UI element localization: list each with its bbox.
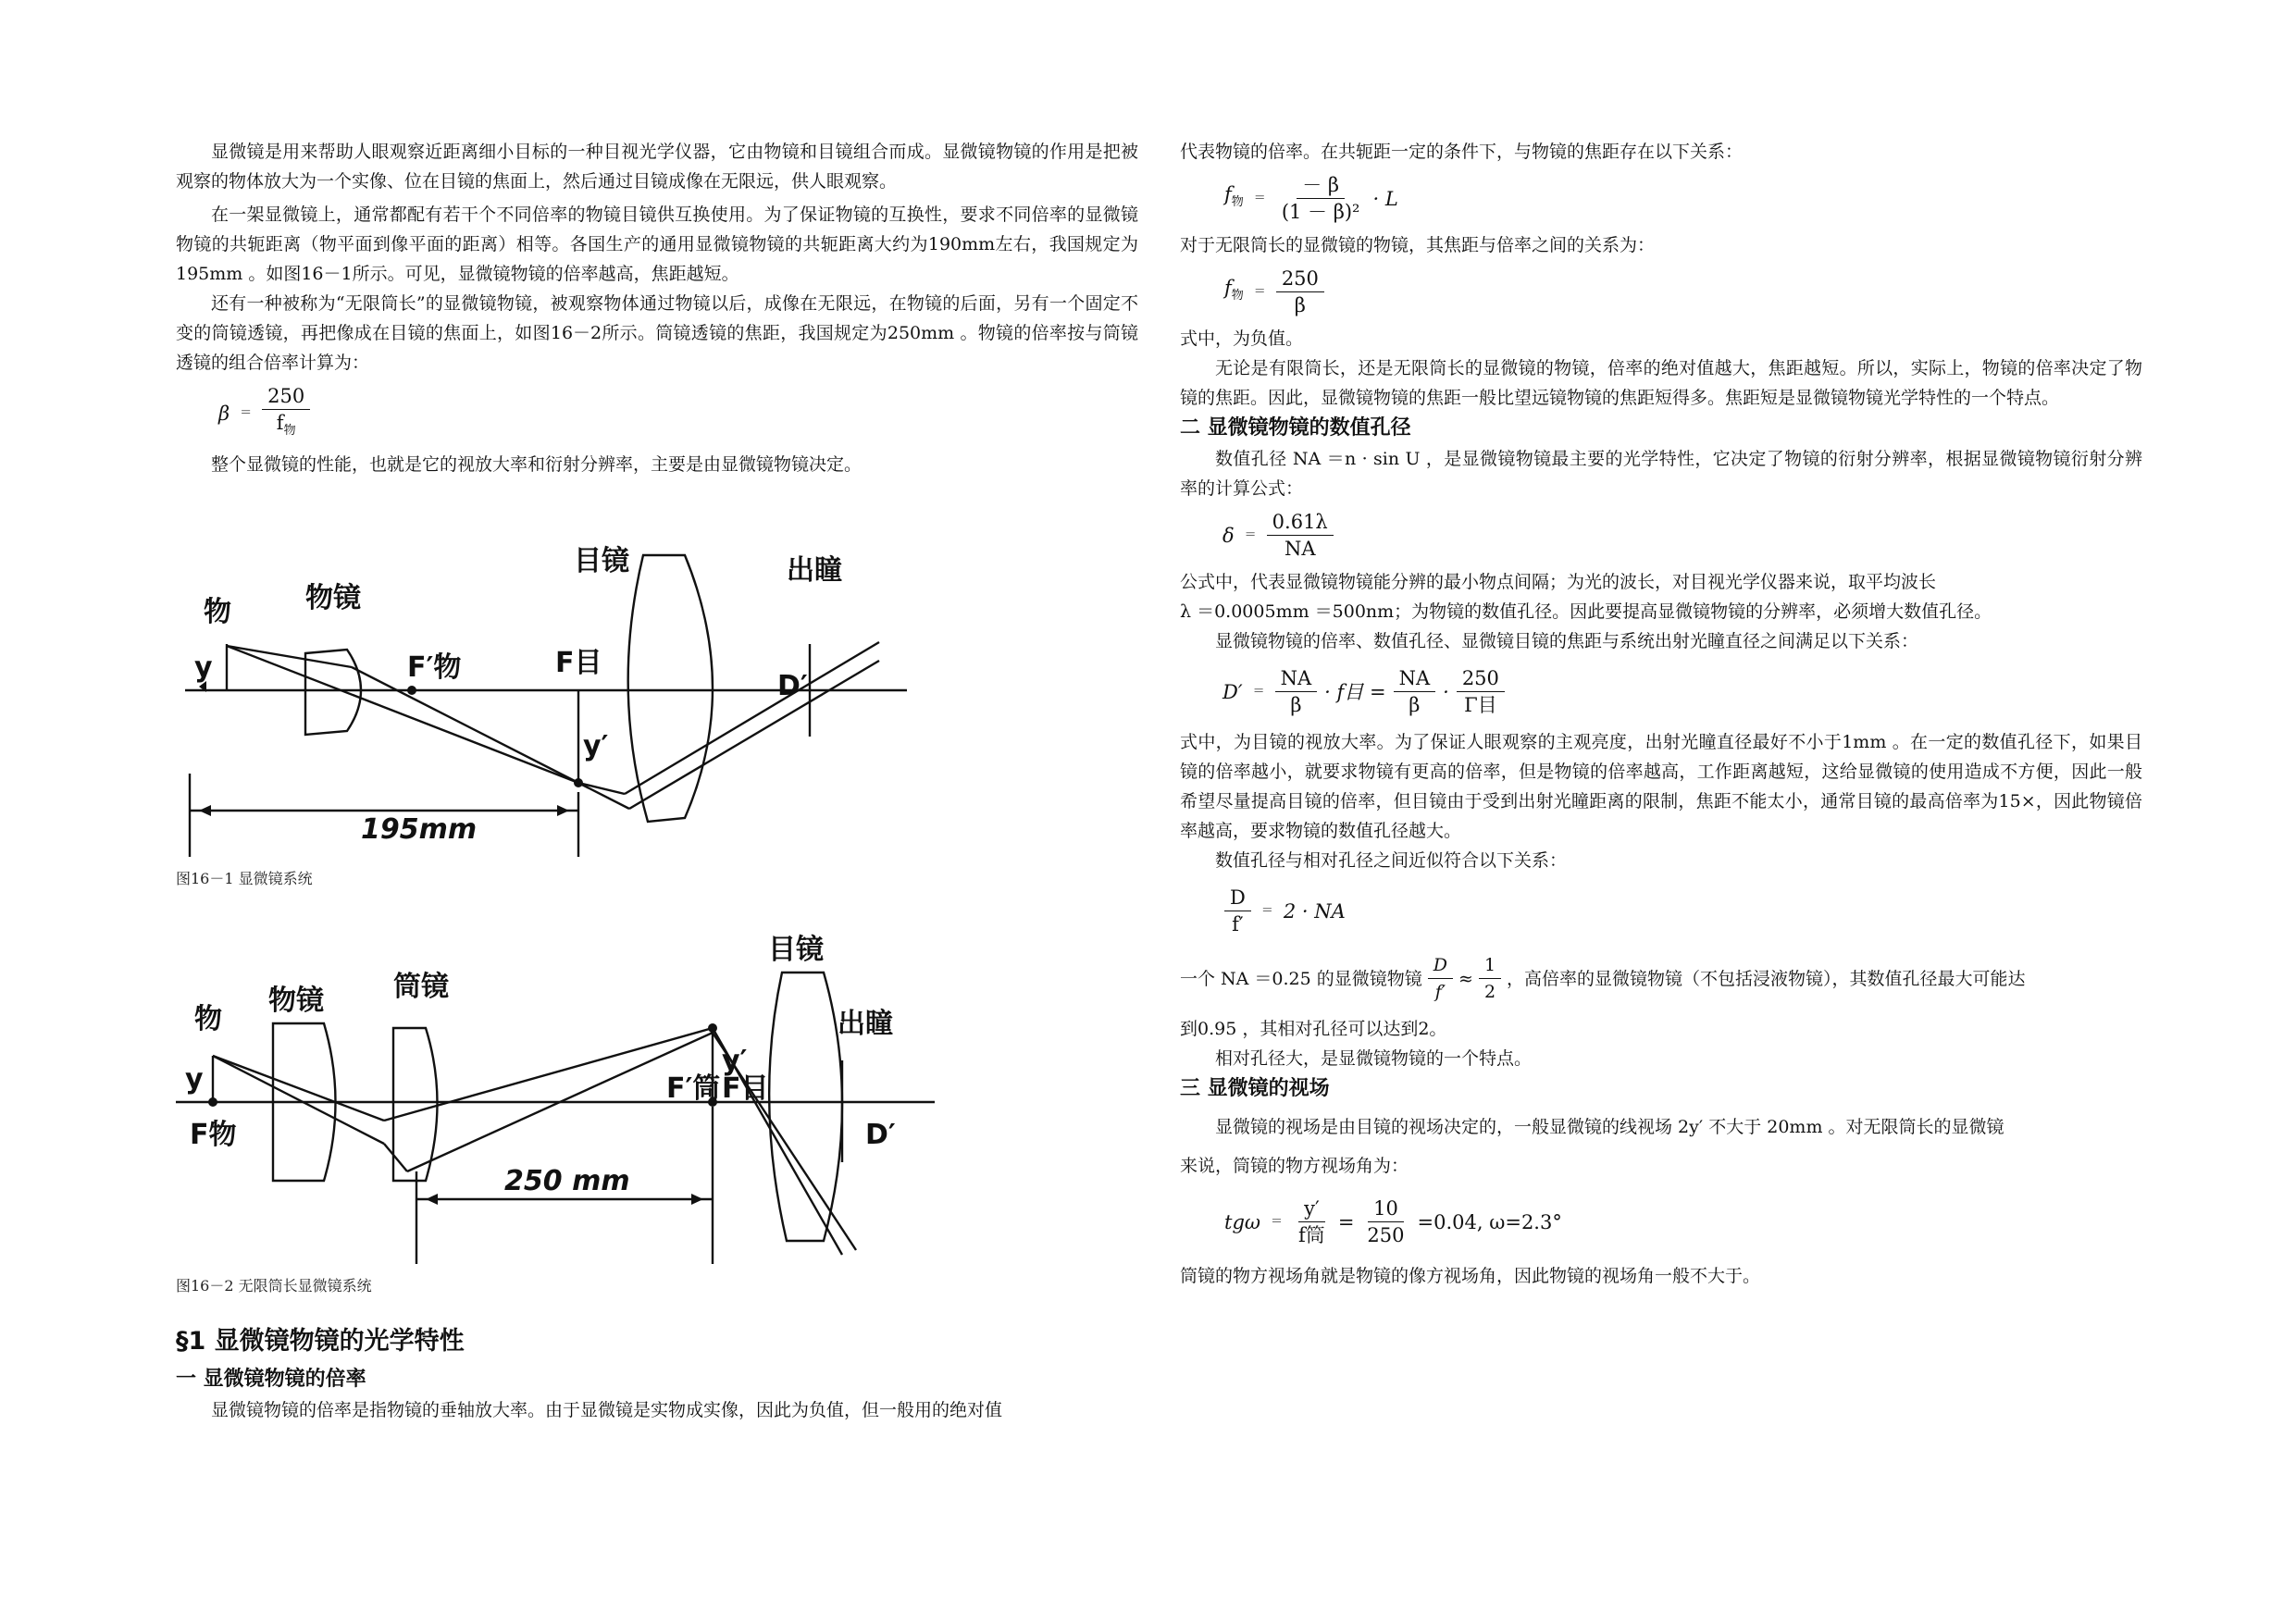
label-objective: 物镜	[268, 985, 324, 1017]
formula-infinite-focal: $f_物$ ＝ $\frac{250}{\beta}$	[1224, 266, 2142, 318]
figure-microscope-system	[176, 487, 1009, 857]
label-y: y	[194, 651, 213, 684]
label-image-height: y′	[583, 730, 609, 762]
label-focus-eyepiece: F目	[722, 1072, 769, 1105]
right-column	[1180, 137, 2142, 1291]
label-y: y	[185, 1063, 204, 1096]
label-dimension-250: 250 mm	[504, 1165, 630, 1197]
label-tube-lens: 筒镜	[393, 971, 449, 1003]
subsection-heading: 二 显微镜物镜的数值孔径	[1180, 416, 1411, 440]
paragraph: 对于无限筒长的显微镜的物镜，其焦距与倍率之间的关系为：	[1180, 235, 1656, 255]
paragraph: 到0.95 ，其相对孔径可以达到2。	[1180, 1019, 1447, 1039]
paragraph: 数值孔径与相对孔径之间近似符合以下关系：	[1215, 850, 1568, 871]
paragraph: 公式中，代表显微镜物镜能分辨的最小物点间隔；为光的波长，对目视光学仪器来说，取平均波长	[1180, 572, 1937, 592]
paragraph: 显微镜物镜的倍率、数值孔径、显微镜目镜的焦距与系统出射光瞳直径之间满足以下关系：	[1215, 631, 1919, 651]
subsection-heading: 三 显微镜的视场	[1180, 1077, 1330, 1100]
paragraph: 数值孔径 NA ＝n · sin U ，是显微镜物镜最主要的光学特性，它决定了物镜的衍射分辨率，根据显微镜物镜衍射分辨率的计算公式：	[1180, 449, 2142, 499]
label-eyepiece: 目镜	[574, 545, 629, 577]
paragraph: 相对孔径大，是显微镜物镜的一个特点。	[1215, 1048, 1533, 1069]
paragraph: 筒镜的物方视场角就是物镜的像方视场角，因此物镜的视场角一般不大于。	[1180, 1266, 1761, 1286]
paragraph: 代表物镜的倍率。在共轭距一定的条件下，与物镜的焦距存在以下关系：	[1180, 142, 1744, 162]
paragraph: 式中，为目镜的视放大率。为了保证人眼观察的主观亮度，出射光瞳直径最好不小于1mm 。在一定的数值孔径下，如果目镜的倍率越小，就要求物镜有更高的倍率，但是物镜的倍率越高，工作距离越短，这给显微镜的使用造成不方便，因此一般希望尽量提高目镜的倍率，但目镜由于受到出射光瞳距离的限制，焦距不能太小，通常目镜的最高倍率为15×，因此物镜倍率越高，要求物镜的数值孔径越大。	[1180, 732, 2142, 841]
paragraph: 还有一种被称为“无限筒长”的显微镜物镜，被观察物体通过物镜以后，成像在无限远，在物镜的后面，另有一个固定不变的筒镜透镜，再把像成在目镜的焦面上，如图16－2所示。筒镜透镜的焦距，我国规定为250mm 。物镜的倍率按与筒镜透镜的组合倍率计算为：	[176, 293, 1138, 373]
paragraph: 式中，为负值。	[1180, 328, 1304, 349]
formula-exit-pupil: D′ ＝ $\frac{NA}{\beta}$ · f目 = $\frac{NA}{\beta}$ · $\frac{250}{\text{Γ目}}$	[1222, 665, 2142, 718]
label-dimension-195: 195mm	[361, 813, 478, 846]
label-exit-pupil-d: D′	[777, 670, 808, 702]
label-focus-eyepiece: F目	[555, 647, 602, 679]
paragraph: 来说，筒镜的物方视场角为：	[1180, 1156, 1409, 1176]
label-exit-pupil-d: D′	[865, 1119, 896, 1151]
section-heading: §1 显微镜物镜的光学特性	[176, 1327, 465, 1356]
formula-field-angle: tgω ＝ $\frac{y'}{\text{f筒}}$ = $\frac{10}{250}$ =0.04, ω=2.3°	[1224, 1197, 1562, 1246]
formula-magnification: β ＝ $\frac{250}{f_物}$	[218, 383, 1138, 444]
figure-infinite-tube-system	[176, 922, 1009, 1264]
paragraph: 无论是有限筒长，还是无限筒长的显微镜的物镜，倍率的绝对值越大，焦距越短。所以，实际上，物镜的倍率决定了物镜的焦距。因此，显微镜物镜的焦距一般比望远镜物镜的焦距短得多。焦距短是显微镜物镜光学特性的一个特点。	[1180, 358, 2142, 408]
figure-caption: 图16－2 无限筒长显微镜系统	[176, 1277, 372, 1295]
paragraph: λ ＝0.0005mm ＝500nm；为物镜的数值孔径。因此要提高显微镜物镜的分辨率，必须增大数值孔径。	[1180, 601, 1992, 622]
paragraph: 显微镜是用来帮助人眼观察近距离细小目标的一种目视光学仪器，它由物镜和目镜组合而成。显微镜物镜的作用是把被观察的物体放大为一个实像、位在目镜的焦面上，然后通过目镜成像在无限远，供人眼观察。	[176, 142, 1138, 192]
paragraph: 显微镜的视场是由目镜的视场决定的，一般显微镜的线视场 2y′ 不大于 20mm 。对无限筒长的显微镜	[1215, 1117, 2004, 1137]
label-object: 物	[194, 1003, 222, 1035]
label-focus-objective: F′物	[407, 651, 462, 684]
formula-relative-aperture: $\frac{D}{f'}$ ＝ 2 · NA	[1224, 885, 2142, 937]
subsection-heading: 一 显微镜物镜的倍率	[176, 1368, 366, 1391]
paragraph: 在一架显微镜上，通常都配有若干个不同倍率的物镜目镜供互换使用。为了保证物镜的互换性，要求不同倍率的显微镜物镜的共轭距离（物平面到像平面的距离）相等。各国生产的通用显微镜物镜的共轭距离大约为190mm左右，我国规定为195mm 。如图16－1所示。可见，显微镜物镜的倍率越高，焦距越短。	[176, 204, 1138, 284]
paragraph: 显微镜物镜的倍率是指物镜的垂轴放大率。由于显微镜是实物成实像，因此为负值，但一般用的绝对值	[211, 1400, 1003, 1420]
label-objective: 物镜	[305, 582, 361, 614]
label-focus-objective: F物	[190, 1119, 237, 1151]
formula-resolution: δ ＝ $\frac{0.61\lambda}{NA}$	[1222, 509, 2142, 562]
label-exit-pupil: 出瞳	[838, 1008, 893, 1040]
label-focus-tube: F′筒	[666, 1072, 721, 1105]
label-exit-pupil: 出瞳	[787, 554, 842, 587]
paragraph: 一个 NA ＝0.25 的显微镜物镜 $\frac{D}{f'}$ ≈ $\frac{1}{2}$ ，高倍率的显微镜物镜（不包括浸液物镜），其数值孔径最大可能达	[1180, 952, 2142, 1005]
paragraph: 整个显微镜的性能，也就是它的视放大率和衍射分辨率，主要是由显微镜物镜决定。	[211, 454, 863, 475]
label-object: 物	[204, 596, 231, 628]
left-column	[176, 137, 1138, 1425]
formula-focal-length: $f_物$ ＝ $\frac{- \beta}{\text{(1 － β)²}}$ · L	[1224, 174, 1398, 223]
figure-caption: 图16－1 显微镜系统	[176, 870, 313, 887]
label-image-height: y′	[722, 1045, 748, 1077]
label-eyepiece: 目镜	[768, 934, 824, 966]
